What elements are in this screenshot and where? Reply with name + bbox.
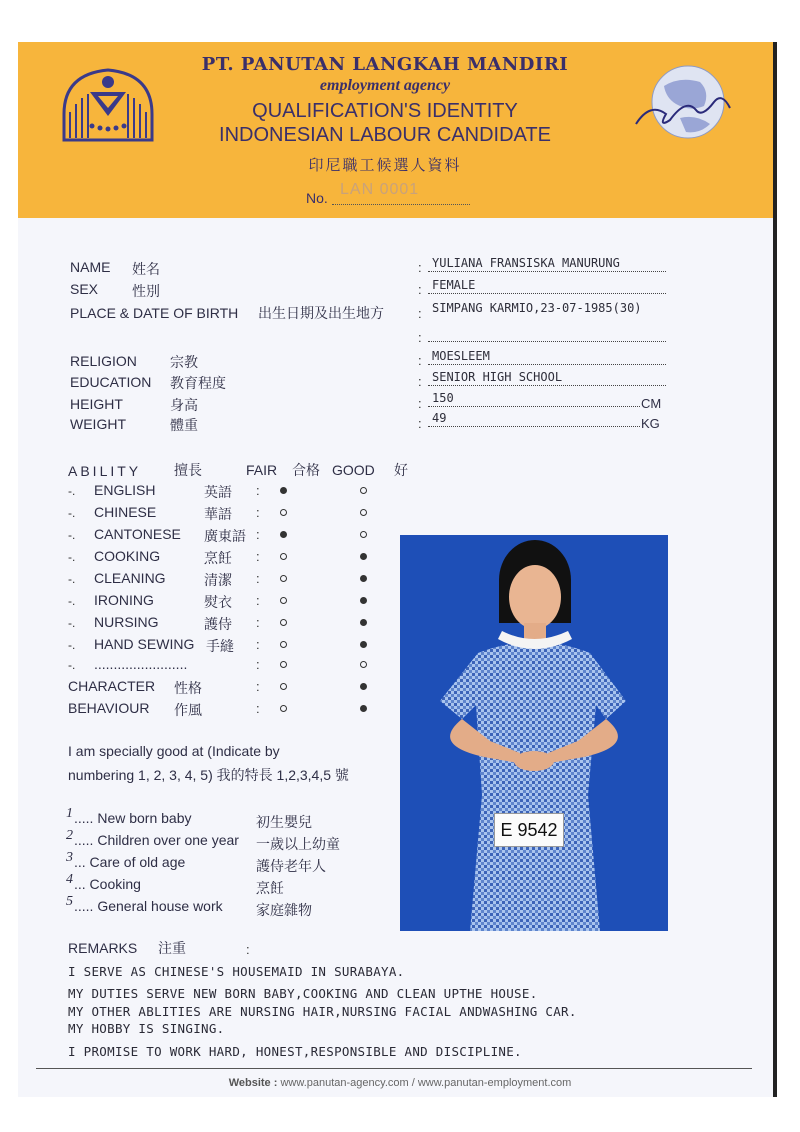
ability-name: CANTONESE [94, 526, 181, 542]
ability-name: COOKING [94, 548, 161, 564]
special-intro-line2: numbering 1, 2, 3, 4, 5) 我的特長 1,2,3,4,5 號 [68, 767, 349, 783]
special-number: 4 [66, 872, 73, 887]
ability-name: CHINESE [94, 504, 157, 520]
fair-marker-icon [280, 597, 287, 604]
sex-label: SEX [70, 281, 99, 297]
good-marker-icon [360, 705, 367, 712]
education-label-cn: 教育程度 [170, 376, 226, 392]
fair-marker-icon [280, 531, 287, 538]
fair-marker-icon [280, 619, 287, 626]
ability-name-cn: 英語 [204, 485, 232, 501]
special-item: ..... General house work [74, 898, 223, 914]
weight-label: WEIGHT [70, 416, 126, 432]
ability-dash: -. [68, 616, 76, 630]
name-label-cn: 姓名 [132, 262, 160, 278]
special-item-cn: 一歲以上幼童 [256, 837, 340, 853]
colon: : [256, 615, 260, 630]
globe-signature-icon [630, 62, 740, 146]
special-number: 3 [66, 850, 73, 865]
ability-dash: -. [68, 550, 76, 564]
fair-marker-icon [280, 509, 287, 516]
colon: : [256, 657, 260, 672]
colon: : [256, 549, 260, 564]
ability-name-cn: 清潔 [204, 573, 232, 589]
ability-name: CLEANING [94, 570, 166, 586]
form-number-label: No. [306, 190, 328, 206]
special-number: 1 [66, 806, 73, 821]
candidate-figure-icon [400, 535, 668, 931]
sex-label-cn: 性別 [132, 284, 160, 300]
fair-marker-icon [280, 705, 287, 712]
ability-name-cn: 烹飪 [204, 551, 232, 567]
scan-edge [773, 42, 777, 1097]
remark-line: I PROMISE TO WORK HARD, HONEST,RESPONSIBLE AND DISCIPLINE. [68, 1044, 522, 1059]
name-label: NAME [70, 259, 111, 275]
religion-label-cn: 宗教 [170, 355, 198, 371]
form-number-value: LAN 0001 [332, 181, 470, 205]
ability-name: NURSING [94, 614, 159, 630]
remark-line: MY OTHER ABLITIES ARE NURSING HAIR,NURSING FACIAL ANDWASHING CAR. [68, 1004, 577, 1019]
ability-name: HAND SEWING [94, 636, 195, 652]
weight-label-cn: 體重 [170, 418, 198, 434]
form-title-line2: INDONESIAN LABOUR CANDIDATE [219, 124, 551, 146]
footer-divider [36, 1068, 752, 1069]
ability-name-cn: 廣東語 [204, 529, 246, 545]
special-number: 2 [66, 828, 73, 843]
character-label-cn: 性格 [174, 681, 202, 697]
colon: : [256, 505, 260, 520]
candidate-id-badge: E 9542 [494, 813, 564, 847]
ability-name-cn: 護侍 [204, 617, 232, 633]
special-number: 5 [66, 894, 73, 909]
good-marker-icon [360, 509, 367, 516]
special-item-cn: 護侍老年人 [256, 859, 326, 875]
ability-dash: -. [68, 572, 76, 586]
special-item: ..... New born baby [74, 810, 192, 826]
colon: : [256, 701, 260, 716]
special-item: ... Care of old age [74, 854, 186, 870]
ability-name: ENGLISH [94, 482, 156, 498]
ability-heading: ABILITY [68, 463, 142, 479]
colon: : [256, 483, 260, 498]
form-title-line1: QUALIFICATION'S IDENTITY [252, 100, 518, 122]
remark-line: MY DUTIES SERVE NEW BORN BABY,COOKING AND CLEAN UPTHE HOUSE. [68, 986, 538, 1001]
fair-marker-icon [280, 553, 287, 560]
fair-marker-icon [280, 575, 287, 582]
good-marker-icon [360, 553, 367, 560]
religion-value: MOESLEEM [428, 349, 666, 365]
good-marker-icon [360, 575, 367, 582]
ability-name-cn: 手縫 [206, 639, 234, 655]
character-label: CHARACTER [68, 678, 156, 694]
special-item-cn: 烹飪 [256, 881, 284, 897]
colon: : [256, 679, 260, 694]
colon: : [256, 571, 260, 586]
good-marker-icon [360, 661, 367, 668]
agency-subtitle: employment agency [319, 77, 451, 94]
birth-label: PLACE & DATE OF BIRTH [70, 305, 239, 321]
footer-website: www.panutan-agency.com / www.panutan-employment.com [280, 1077, 572, 1089]
good-marker-icon [360, 487, 367, 494]
special-intro-line1: I am specially good at (Indicate by [68, 743, 280, 759]
colon: : [418, 396, 422, 411]
fair-marker-icon [280, 487, 287, 494]
education-label: EDUCATION [70, 374, 152, 390]
religion-label: RELIGION [70, 353, 137, 369]
ability-heading-cn: 擅長 [174, 463, 202, 479]
good-marker-icon [360, 641, 367, 648]
good-heading: GOOD [332, 462, 375, 478]
education-value: SENIOR HIGH SCHOOL [428, 370, 666, 386]
colon: : [418, 306, 422, 321]
special-item-cn: 家庭雜物 [256, 903, 312, 919]
name-value: YULIANA FRANSISKA MANURUNG [428, 256, 666, 272]
height-label: HEIGHT [70, 396, 123, 412]
good-heading-cn: 好 [394, 463, 408, 479]
footer [0, 1077, 800, 1089]
height-label-cn: 身高 [170, 398, 198, 414]
weight-unit: KG [641, 416, 660, 431]
ability-name: ........................ [94, 656, 188, 672]
colon: : [418, 353, 422, 368]
behaviour-label: BEHAVIOUR [68, 700, 150, 716]
fair-heading: FAIR [246, 462, 278, 478]
remarks-label: REMARKS [68, 940, 138, 956]
remark-line: MY HOBBY IS SINGING. [68, 1021, 225, 1036]
company-name: PT. PANUTAN LANGKAH MANDIRI [201, 54, 569, 75]
ability-name: IRONING [94, 592, 154, 608]
ability-name-cn: 熨衣 [204, 595, 232, 611]
remarks-colon: : [246, 942, 250, 957]
remark-line: I SERVE AS CHINESE'S HOUSEMAID IN SURABAYA. [68, 964, 405, 979]
ability-name-cn: 華語 [204, 507, 232, 523]
ability-dash: -. [68, 506, 76, 520]
colon: : [418, 260, 422, 275]
birth-value: SIMPANG KARMIO,23-07-1985(30) [432, 301, 642, 315]
ability-dash: -. [68, 528, 76, 542]
fair-heading-cn: 合格 [292, 463, 320, 479]
height-value: 150 [428, 391, 640, 407]
birth-extra-line [428, 326, 666, 342]
form-title-chinese: 印尼職工候選人資料 [308, 156, 462, 174]
colon: : [418, 282, 422, 297]
good-marker-icon [360, 597, 367, 604]
fair-marker-icon [280, 641, 287, 648]
special-item-cn: 初生嬰兒 [256, 815, 312, 831]
height-unit: CM [641, 396, 662, 411]
good-marker-icon [360, 531, 367, 538]
good-marker-icon [360, 683, 367, 690]
weight-value: 49 [428, 411, 640, 427]
birth-label-cn: 出生日期及出生地方 [258, 306, 384, 322]
ability-dash: -. [68, 594, 76, 608]
colon: : [418, 374, 422, 389]
behaviour-label-cn: 作風 [174, 703, 202, 719]
colon: : [256, 527, 260, 542]
colon: : [256, 637, 260, 652]
colon: : [256, 593, 260, 608]
colon: : [418, 330, 422, 345]
company-logo-icon [60, 64, 156, 142]
fair-marker-icon [280, 661, 287, 668]
special-item: ... Cooking [74, 876, 141, 892]
sex-value: FEMALE [428, 278, 666, 294]
special-item: ..... Children over one year [74, 832, 239, 848]
ability-dash: -. [68, 484, 76, 498]
remarks-label-cn: 注重 [158, 941, 186, 957]
candidate-photo [400, 535, 668, 931]
ability-dash: -. [68, 638, 76, 652]
ability-dash: -. [68, 658, 76, 672]
footer-label: Website : [228, 1077, 278, 1089]
colon: : [418, 416, 422, 431]
fair-marker-icon [280, 683, 287, 690]
good-marker-icon [360, 619, 367, 626]
